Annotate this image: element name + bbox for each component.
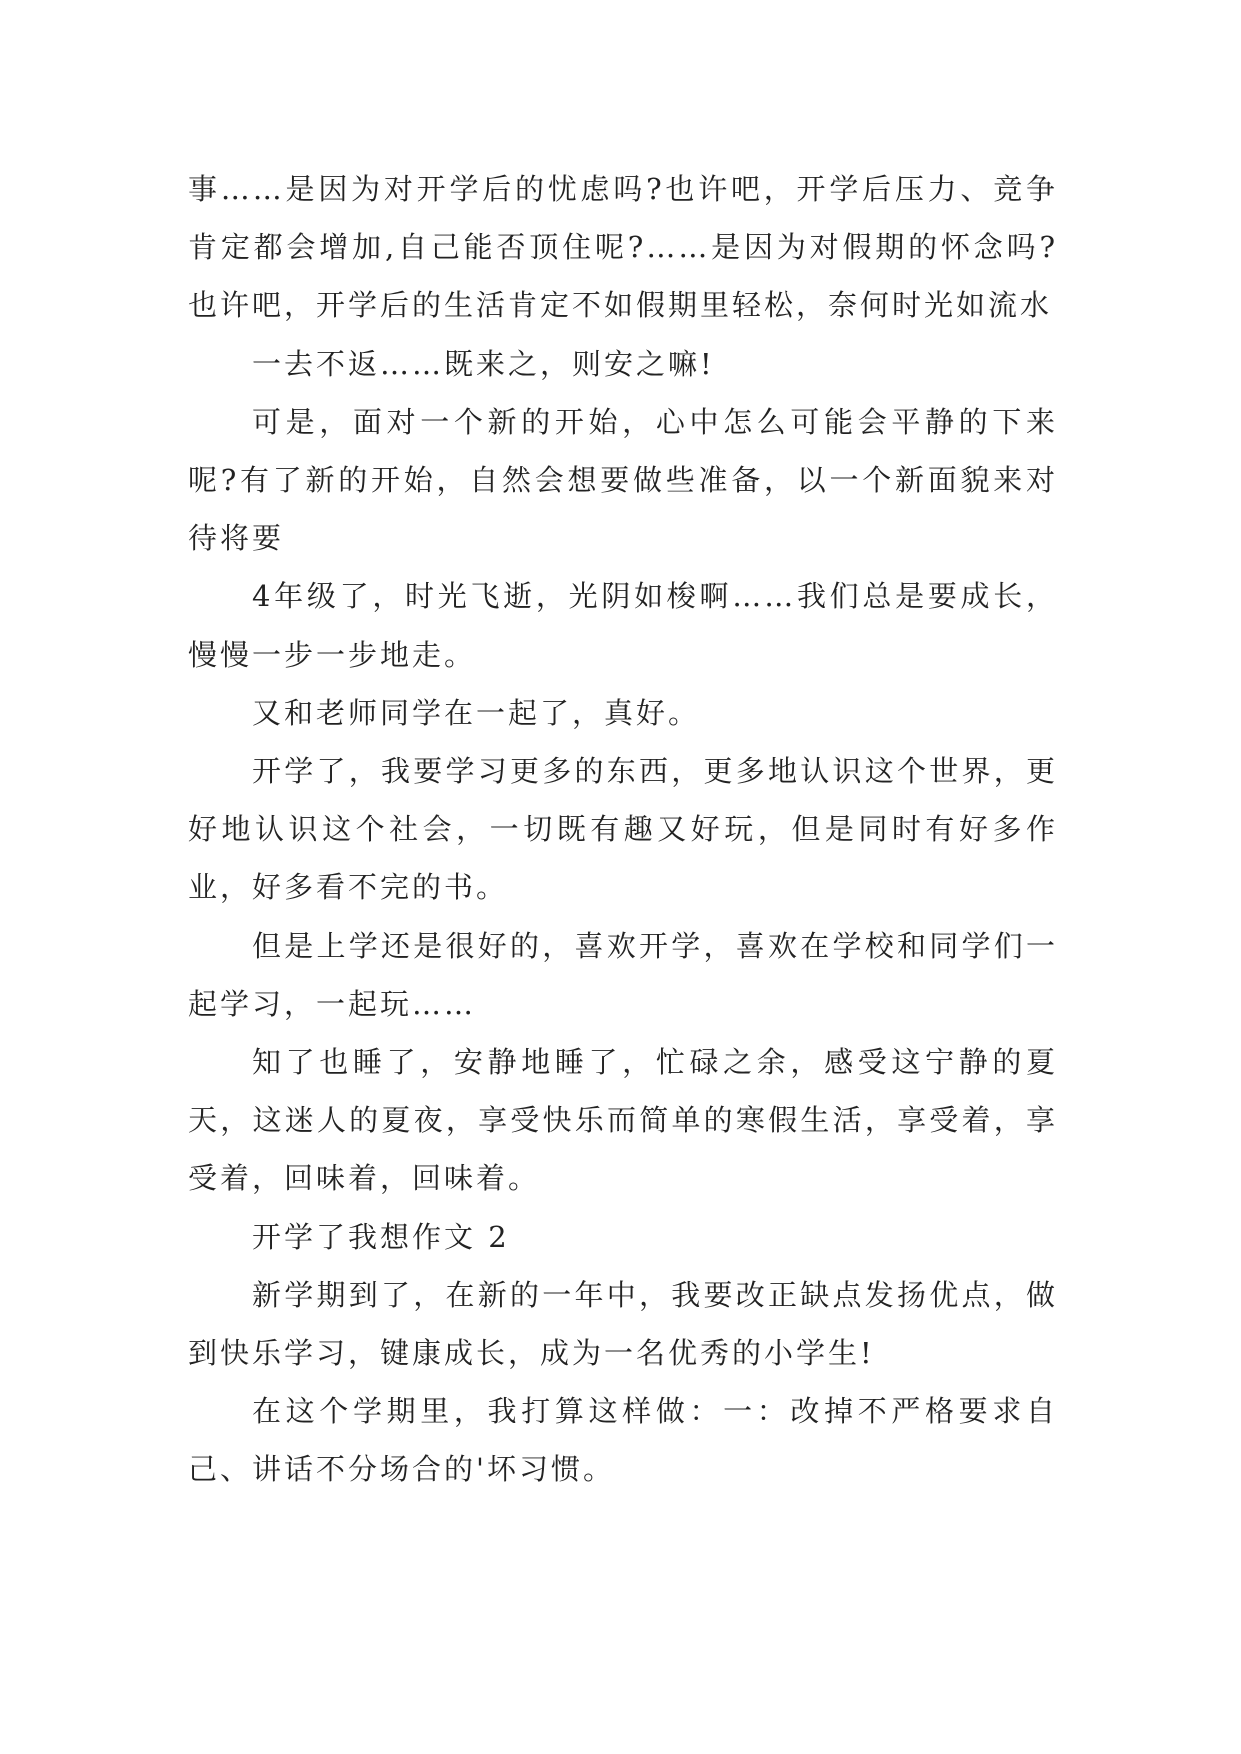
paragraph: 新学期到了，在新的一年中，我要改正缺点发扬优点，做到快乐学习，键康成长，成为一名优秀的小学生!	[188, 1277, 1058, 1371]
paragraph: 开学了，我要学习更多的东西，更多地认识这个世界，更好地认识这个社会，一切既有趣又好玩，但是同时有好多作业，好多看不完的书。	[188, 754, 1058, 905]
paragraph: 可是，面对一个新的开始，心中怎么可能会平静的下来呢?有了新的开始，自然会想要做些准备，以一个新面貌来对待将要	[188, 404, 1058, 556]
paragraph: 一去不返……既来之，则安之嘛!	[252, 346, 715, 381]
paragraph: 又和老师同学在一起了，真好。	[252, 695, 701, 730]
paragraph: 但是上学还是很好的，喜欢开学，喜欢在学校和同学们一起学习，一起玩……	[188, 928, 1058, 1021]
paragraph: 4年级了，时光飞逝，光阴如梭啊……我们总是要成长，慢慢一步一步地走。	[188, 579, 1058, 672]
section-heading: 开学了我想作文 2	[252, 1219, 510, 1254]
paragraph: 在这个学期里，我打算这样做：一：改掉不严格要求自己、讲话不分场合的'坏习惯。	[188, 1394, 1058, 1487]
paragraph: 知了也睡了，安静地睡了，忙碌之余，感受这宁静的夏天，这迷人的夏夜，享受快乐而简单的寒假生活，享受着，享受着，回味着，回味着。	[188, 1045, 1058, 1196]
document-body	[188, 160, 1058, 1499]
paragraph: 事……是因为对开学后的忧虑吗?也许吧，开学后压力、竞争肯定都会增加,自己能否顶住呢?……是因为对假期的怀念吗?也许吧，开学后的生活肯定不如假期里轻松，奈何时光如流水	[188, 172, 1058, 323]
